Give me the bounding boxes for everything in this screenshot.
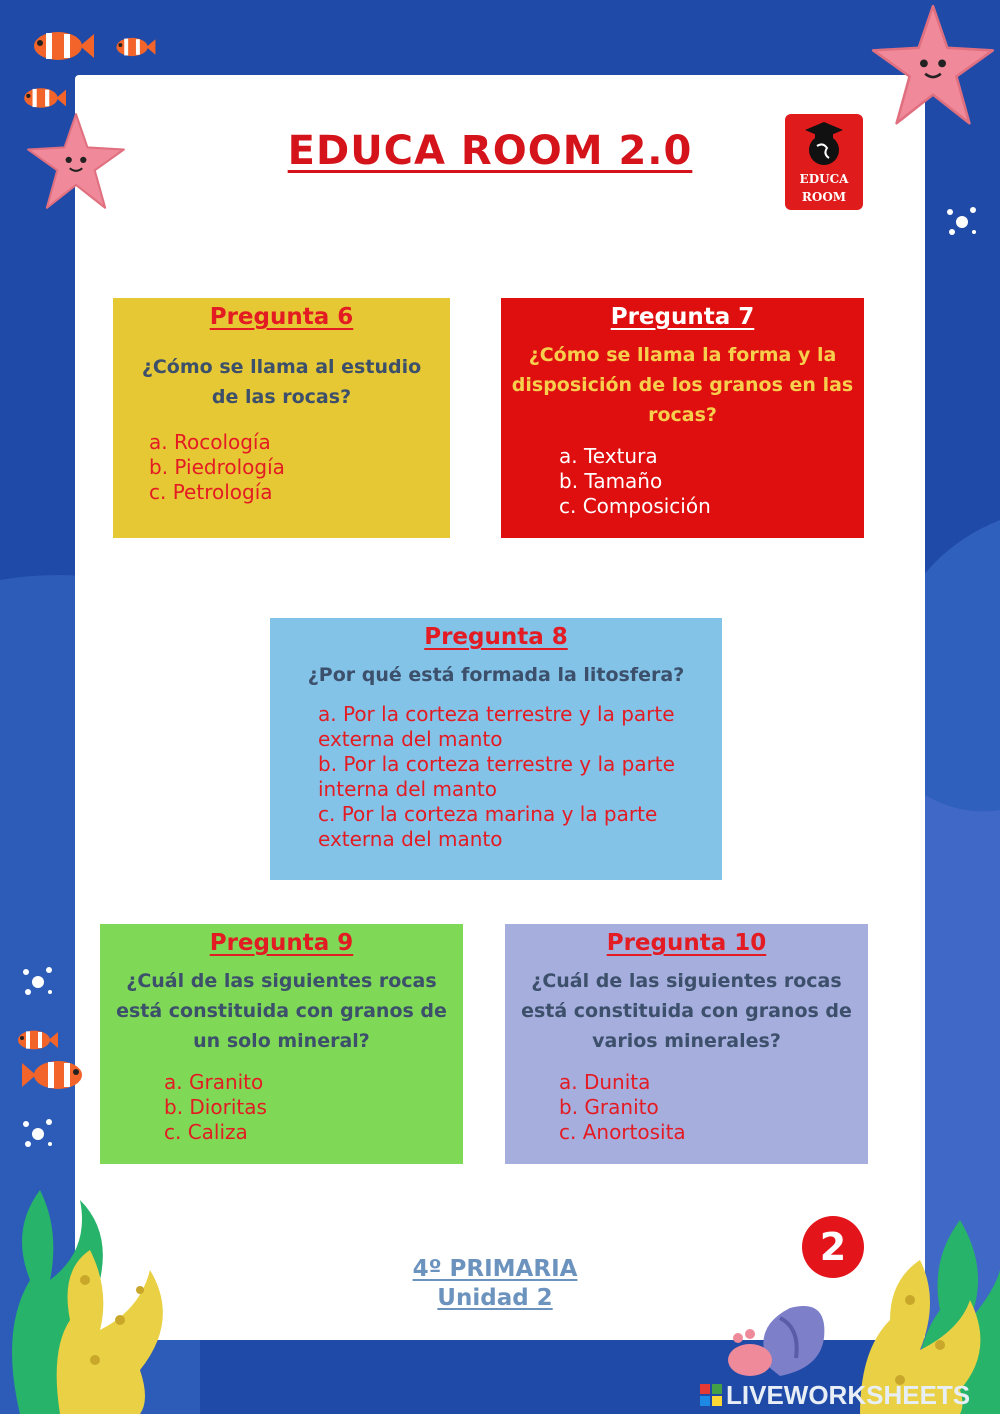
liveworksheets-logo-icon	[700, 1384, 722, 1406]
page-title: EDUCA ROOM 2.0	[287, 128, 693, 174]
answer-option[interactable]: b. Granito	[559, 1095, 659, 1119]
answer-option[interactable]: a. Rocología	[149, 430, 271, 454]
question-text: ¿Cómo se llama al estudio de las rocas?	[141, 356, 422, 408]
grade-label: 4º PRIMARIA	[412, 1256, 578, 1282]
clownfish-icon	[28, 26, 94, 66]
logo-line-2: ROOM	[801, 190, 847, 204]
answer-option[interactable]: a. Dunita	[559, 1070, 651, 1094]
answer-option[interactable]: b. Dioritas	[164, 1095, 267, 1119]
answer-option[interactable]: a. Textura	[559, 444, 658, 468]
answer-option[interactable]: a. Granito	[164, 1070, 264, 1094]
logo-text	[785, 170, 863, 206]
question-title: Pregunta 10	[606, 930, 767, 956]
question-title: Pregunta 7	[610, 304, 755, 330]
clownfish-icon	[20, 84, 66, 112]
answer-option[interactable]: c. Composición	[559, 494, 711, 518]
educa-room-logo	[785, 114, 863, 210]
answer-option[interactable]: b. Por la corteza terrestre y la parte interna del manto	[318, 752, 675, 801]
unit-label: Unidad 2	[437, 1285, 553, 1311]
question-text: ¿Cómo se llama la forma y la disposición de los granos en las rocas?	[511, 344, 854, 426]
question-title: Pregunta 6	[209, 304, 354, 330]
answer-options	[559, 1070, 868, 1145]
answer-option[interactable]: c. Caliza	[164, 1120, 248, 1144]
page-number-badge: 2	[802, 1216, 864, 1278]
answer-option[interactable]: c. Anortosita	[559, 1120, 686, 1144]
answer-options	[164, 1070, 463, 1145]
question-text: ¿Cuál de las siguientes rocas está constituida con granos de un solo mineral?	[116, 970, 447, 1052]
answer-options	[318, 702, 682, 852]
watermark-text: LIVEWORKSHEETS	[726, 1380, 971, 1410]
question-title: Pregunta 9	[209, 930, 354, 956]
question-text: ¿Cuál de las siguientes rocas está constituida con granos de varios minerales?	[521, 970, 852, 1052]
question-title: Pregunta 8	[424, 624, 568, 650]
question-card-8	[270, 618, 722, 880]
bubbles-icon	[18, 1112, 58, 1152]
clownfish-icon	[112, 34, 156, 60]
answer-option[interactable]: b. Tamaño	[559, 469, 663, 493]
answer-option[interactable]: c. Petrología	[149, 480, 273, 504]
graduation-globe-icon	[803, 120, 845, 168]
clownfish-icon	[14, 1026, 58, 1054]
answer-option[interactable]: c. Por la corteza marina y la parte externa del manto	[318, 802, 658, 851]
clownfish-icon	[22, 1054, 88, 1096]
answer-options	[559, 444, 864, 519]
liveworksheets-watermark	[700, 1378, 1000, 1412]
question-text: ¿Por qué está formada la litosfera?	[307, 664, 685, 686]
answer-options	[149, 430, 450, 505]
bubbles-icon	[18, 960, 58, 1000]
starfish-icon	[868, 0, 998, 136]
question-card-9	[100, 924, 463, 1164]
answer-option[interactable]: a. Por la corteza terrestre y la parte externa del manto	[318, 702, 675, 751]
answer-option[interactable]: b. Piedrología	[149, 455, 285, 479]
question-card-6	[113, 298, 450, 538]
logo-line-1: EDUCA	[799, 172, 849, 186]
question-card-10	[505, 924, 868, 1164]
question-card-7	[501, 298, 864, 538]
bubbles-icon	[942, 200, 982, 240]
